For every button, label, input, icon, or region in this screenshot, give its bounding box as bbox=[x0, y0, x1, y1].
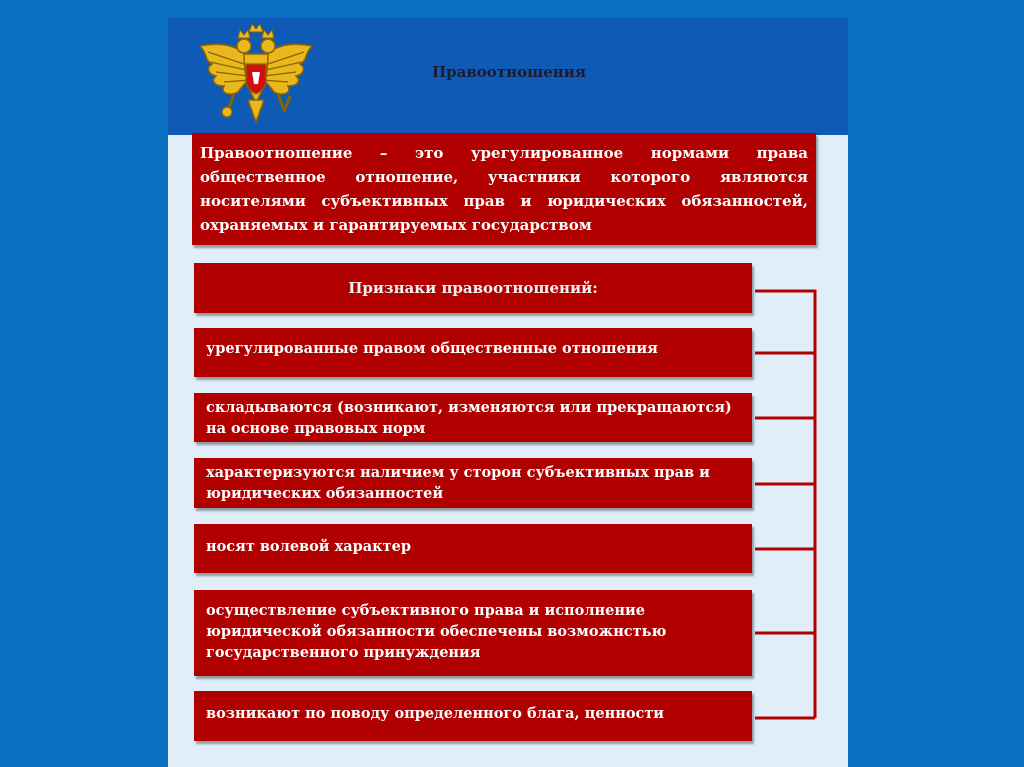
feature-item-text: носят волевой характер bbox=[206, 538, 411, 555]
definition-box bbox=[192, 133, 816, 245]
feature-item bbox=[194, 328, 752, 377]
feature-item bbox=[194, 458, 752, 508]
features-heading-label: Признаки правоотношений: bbox=[348, 278, 598, 297]
definition-text: Правоотношение – это урегулированное нормами права общественное отношение, участники которого являются носителями субъективных прав и юридических обязанностей, охраняемых и гарантируемых государством bbox=[200, 144, 808, 234]
page-title: Правоотношения bbox=[432, 63, 586, 81]
feature-item bbox=[194, 691, 752, 741]
feature-item-text: возникают по поводу определенного блага, ценности bbox=[206, 705, 665, 722]
feature-item bbox=[194, 590, 752, 676]
feature-item-text: складываются (возникают, изменяются или прекращаются) на основе правовых норм bbox=[206, 399, 732, 437]
slide bbox=[168, 18, 848, 767]
feature-item-text: урегулированные правом общественные отношения bbox=[206, 340, 658, 357]
feature-item bbox=[194, 524, 752, 573]
feature-item-text: характеризуются наличием у сторон субъективных прав и юридических обязанностей bbox=[206, 464, 710, 502]
features-heading bbox=[194, 263, 752, 313]
feature-item bbox=[194, 393, 752, 442]
header-banner bbox=[168, 18, 848, 135]
russian-coat-of-arms-icon bbox=[194, 24, 318, 130]
feature-item-text: осуществление субъективного права и исполнение юридической обязанности обеспечены возможнстью государственного принуждения bbox=[206, 602, 667, 661]
